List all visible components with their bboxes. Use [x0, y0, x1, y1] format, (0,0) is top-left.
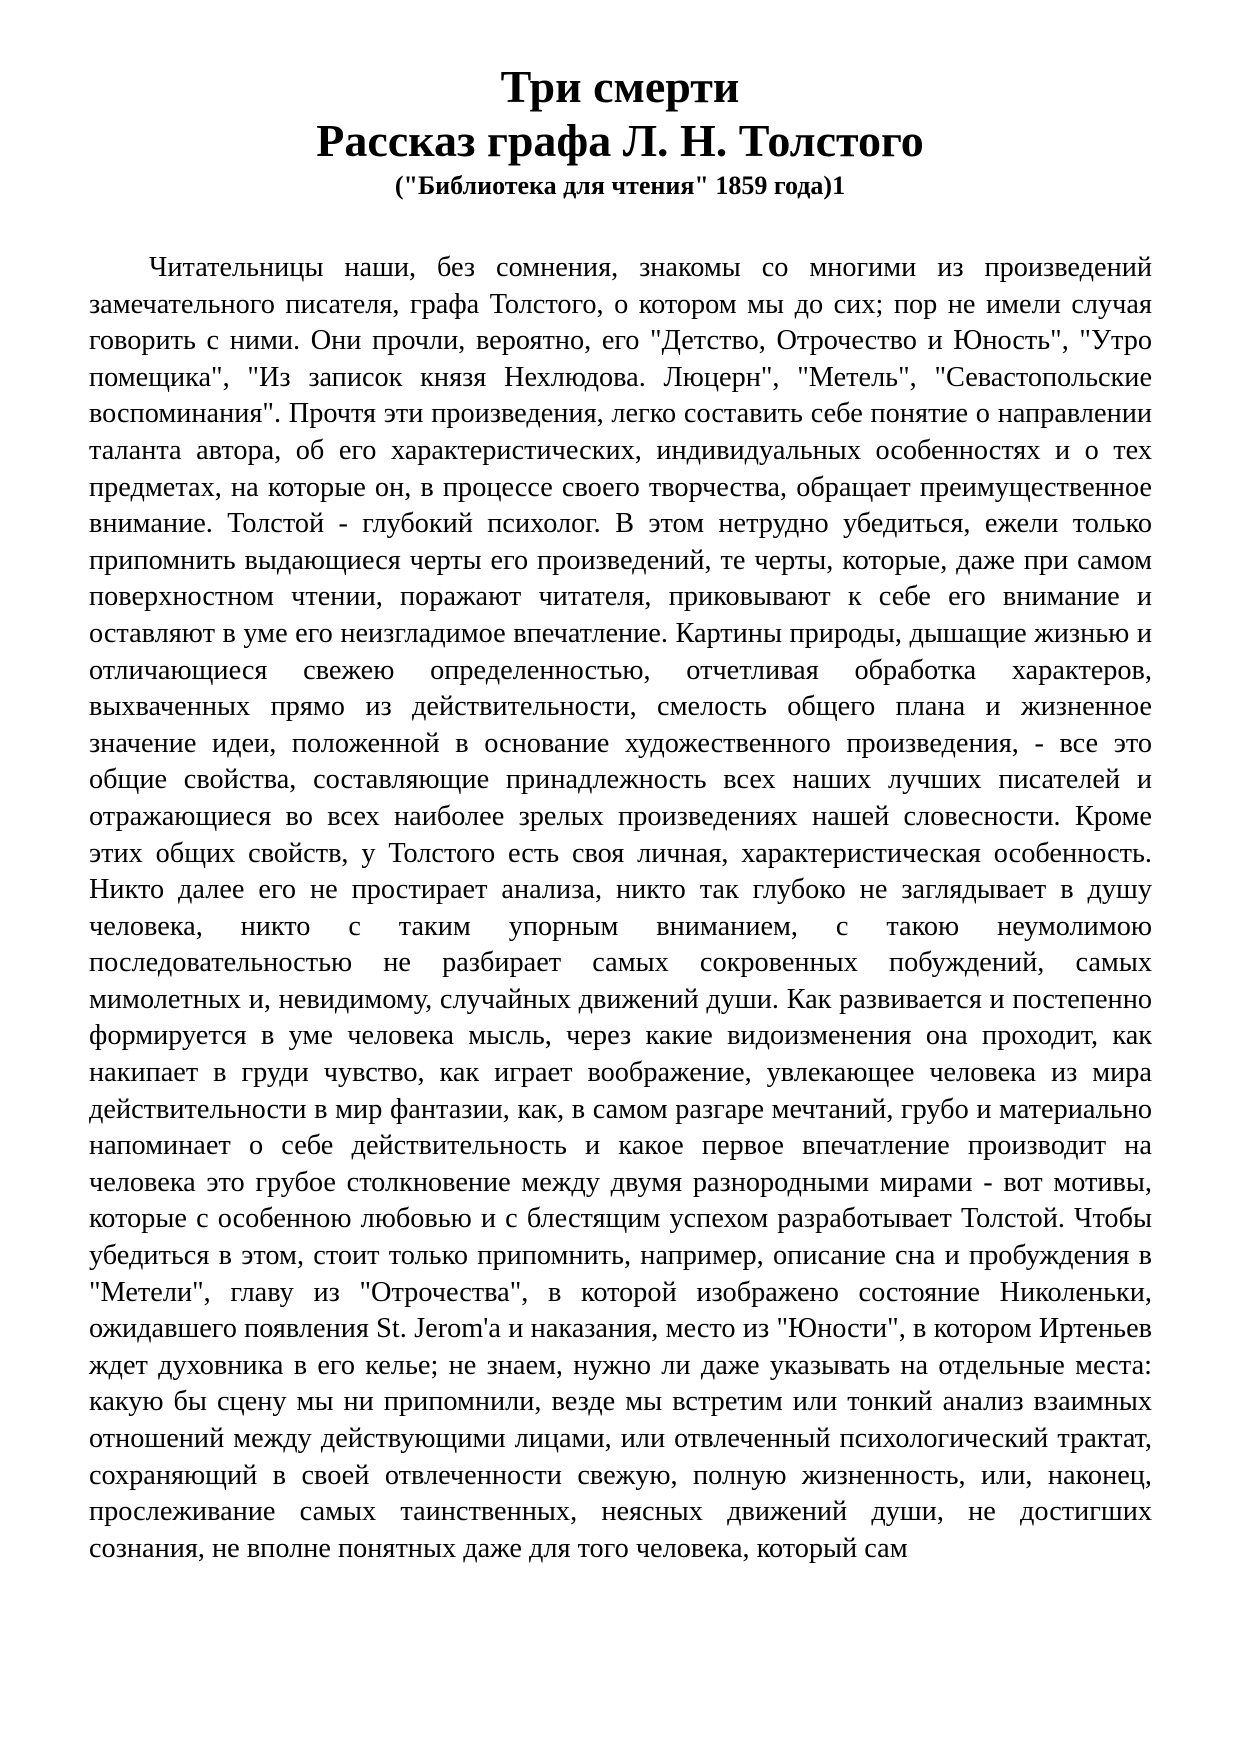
body-paragraph: Читательницы наши, без сомнения, знакомы со многими из произведений замечательного писателя, графа Толстого, о котором мы до сих; пор не имели случая говорить с ними. Они прочли, вероятно, его "Детство, Отрочество и Юность", "Утро помещика", "Из записок князя Нехлюдова. Люцерн", "Метель", "Севастопольские воспоминания". Прочтя эти произведения, легко составить себе понятие о направлении таланта автора, об его характеристических, индивидуальных особенностях и о тех предметах, на которые он, в процессе своего творчества, обращает преимущественное внимание. Толстой - глубокий психолог. В этом нетрудно убедиться, ежели только припомнить выдающиеся черты его произведений, те черты, которые, даже при самом поверхностном чтении, поражают читателя, приковывают к себе его внимание и оставляют в уме его неизгладимое впечатление. Картины природы, дышащие жизнью и отличающиеся свежею определенностью, отчетливая обработка характеров, выхваченных прямо из действительности, смелость общего плана и жизненное значение идеи, положенной в основание художественного произведения, - все это общие свойства, составляющие принадлежность всех наших лучших писателей и отражающиеся во всех наиболее зрелых произведениях нашей словесности. Кроме этих общих свойств, у Толстого есть своя личная, характеристическая особенность. Никто далее его не простирает анализа, никто так глубоко не заглядывает в душу человека, никто с таким упорным вниманием, с такою неумолимою последовательностью не разбирает самых сокровенных побуждений, самых мимолетных и, невидимому, случайных движений души. Как развивается и постепенно формируется в уме человека мысль, через какие видоизменения она проходит, как накипает в груди чувство, как играет воображение, увлекающее человека из мира действительности в мир фантазии, как, в самом разгаре мечтаний, грубо и материально напоминает о себе действительность и какое первое впечатление производит на человека это грубое столкновение между двумя разнородными мирами - вот мотивы, которые с особенною любовью и с блестящим успехом разработывает Толстой. Чтобы убедиться в этом, стоит только припомнить, например, описание сна и пробуждения в "Метели", главу из "Отрочества", в которой изображено состояние Николеньки, ожидавшего появления St. Jerom'a и наказания, место из "Юности", в котором Иртеньев ждет духовника в его келье; не знаем, нужно ли даже указывать на отдельные места: какую бы сцену мы ни припомнили, везде мы встретим или тонкий анализ взаимных отношений между действующими лицами, или отвлеченный психологический трактат, сохраняющий в своей отвлеченности свежую, полную жизненность, или, наконец, прослеживание самых таинственных, неясных движений души, не достигших сознания, не вполне понятных даже для того человека, который сам	[89, 252, 1152, 1564]
document-subtitle: Рассказ графа Л. Н. Толстого	[316, 115, 924, 166]
title-block	[0, 60, 1240, 202]
document-source: ("Библиотека для чтения" 1859 года)1	[394, 171, 846, 200]
document-title: Три смерти	[500, 61, 740, 112]
